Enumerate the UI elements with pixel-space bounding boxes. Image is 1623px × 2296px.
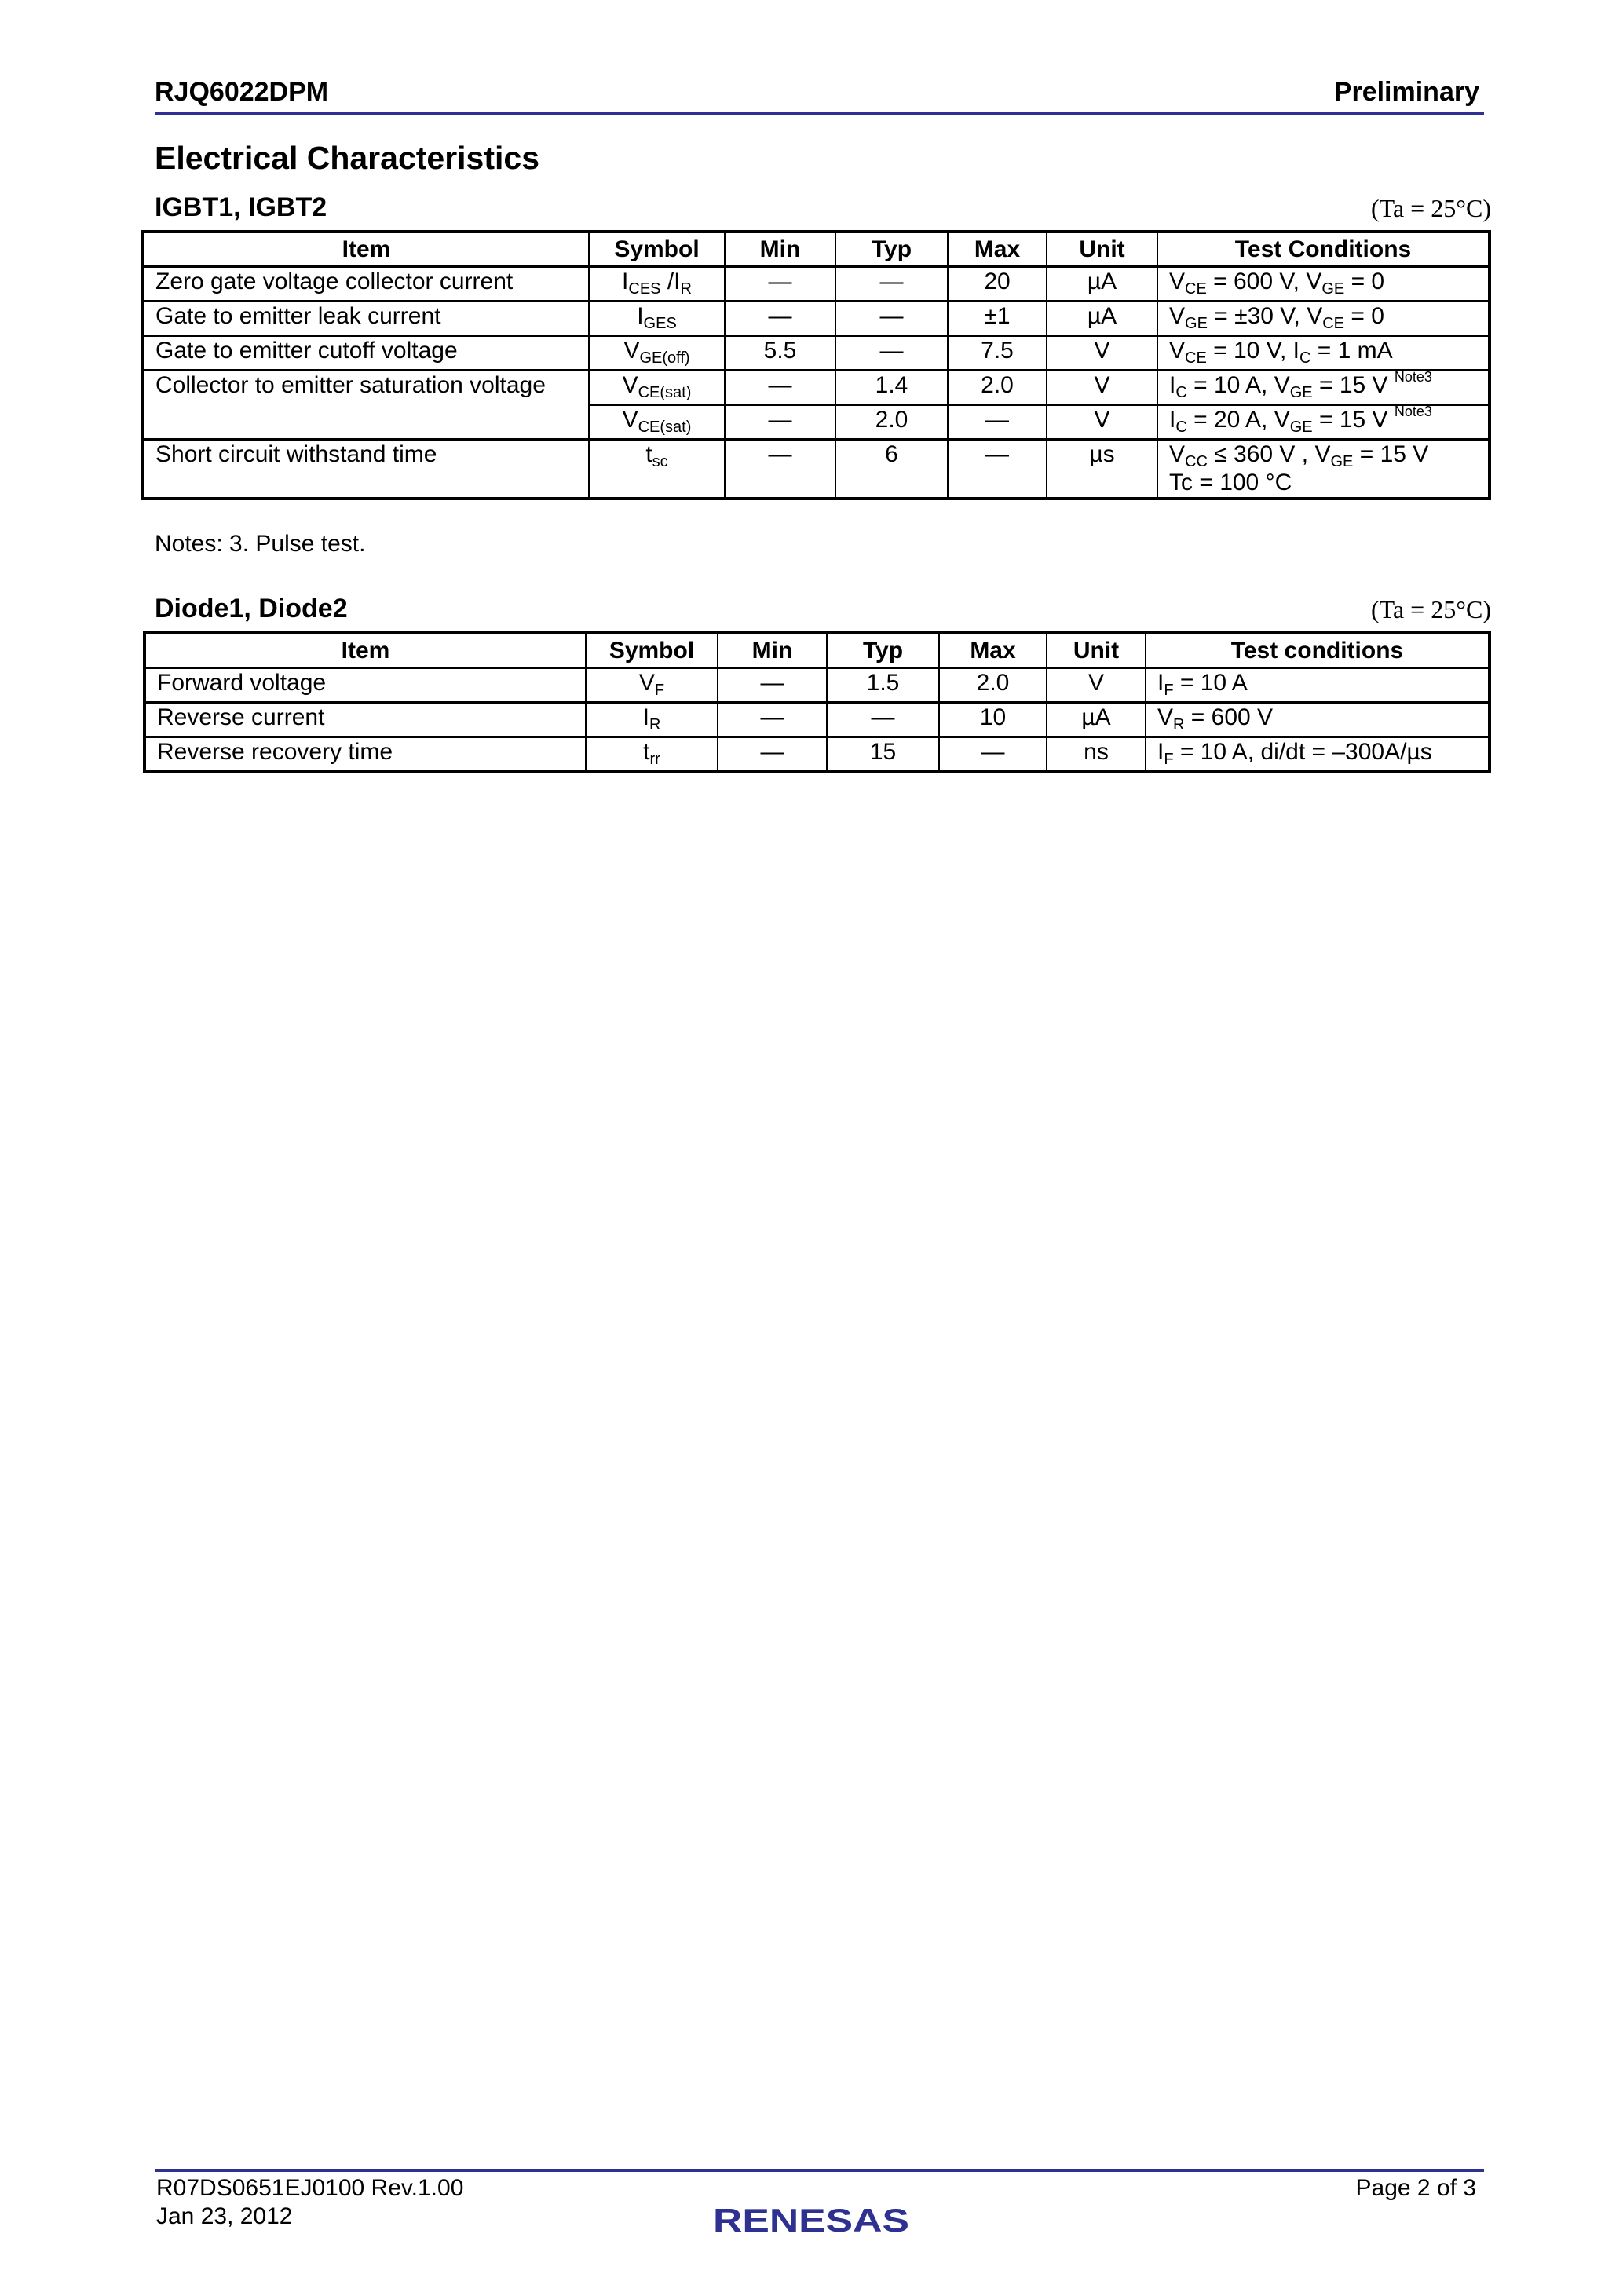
column-header: Typ xyxy=(835,232,948,267)
typ-cell: 15 xyxy=(827,737,939,773)
max-cell: 7.5 xyxy=(948,336,1047,371)
condition-cell xyxy=(1157,440,1490,499)
table-row xyxy=(143,267,1490,302)
typ-cell: 1.5 xyxy=(827,668,939,703)
text-segment: CE xyxy=(1185,349,1207,367)
text-segment: V xyxy=(638,670,655,696)
max-cell: 10 xyxy=(939,703,1047,737)
min-cell: — xyxy=(725,440,835,499)
text-segment: GE(off) xyxy=(639,349,690,367)
text-segment: = ±30 V, V xyxy=(1207,303,1323,329)
header-rule xyxy=(155,112,1484,115)
max-cell: — xyxy=(948,440,1047,499)
text-segment: CE xyxy=(1185,280,1207,298)
igbt-characteristics-table xyxy=(141,230,1491,500)
text-segment: V xyxy=(1169,441,1186,467)
condition-cell xyxy=(1146,668,1490,703)
typ-cell: 6 xyxy=(835,440,948,499)
text-segment: CE(sat) xyxy=(638,384,692,401)
symbol-cell xyxy=(589,440,725,499)
header-row xyxy=(144,633,1490,668)
unit-cell: V xyxy=(1047,336,1157,371)
min-cell: — xyxy=(718,737,827,773)
text-segment: sc xyxy=(652,453,668,470)
text-segment: I xyxy=(1157,670,1164,696)
symbol-cell xyxy=(586,703,718,737)
column-header: Typ xyxy=(827,633,939,668)
column-header: Symbol xyxy=(586,633,718,668)
unit-cell: V xyxy=(1047,668,1146,703)
column-header: Symbol xyxy=(589,232,725,267)
text-segment: t xyxy=(645,441,652,467)
text-segment: CE xyxy=(1322,315,1345,332)
text-segment: I xyxy=(642,704,649,730)
text-segment: ≤ 360 V , V xyxy=(1207,441,1331,467)
text-segment: = 20 A, V xyxy=(1186,407,1290,433)
unit-cell: V xyxy=(1047,405,1157,440)
column-header: Max xyxy=(939,633,1047,668)
item-cell: Forward voltage xyxy=(144,668,586,703)
max-cell: 20 xyxy=(948,267,1047,302)
table-row xyxy=(144,737,1490,773)
table-row xyxy=(143,336,1490,371)
text-segment: R xyxy=(649,716,661,733)
text-segment: V xyxy=(622,372,638,398)
column-header: Test Conditions xyxy=(1157,232,1490,267)
min-cell: 5.5 xyxy=(725,336,835,371)
text-segment: V xyxy=(623,338,640,364)
text-segment: = 10 V, I xyxy=(1206,338,1299,364)
text-segment: = 10 A, di/dt = –300A/µs xyxy=(1173,739,1432,765)
table-row xyxy=(144,703,1490,737)
item-cell: Reverse current xyxy=(144,703,586,737)
notes: Notes: 3. Pulse test. xyxy=(155,531,366,557)
column-header: Min xyxy=(725,232,835,267)
min-cell: — xyxy=(718,703,827,737)
text-segment: C xyxy=(1299,349,1311,367)
unit-cell: µA xyxy=(1047,302,1157,336)
text-segment: V xyxy=(1169,338,1186,364)
typ-cell: 2.0 xyxy=(835,405,948,440)
unit-cell: ns xyxy=(1047,737,1146,773)
date: Jan 23, 2012 xyxy=(156,2203,293,2229)
typ-cell: — xyxy=(827,703,939,737)
text-segment: CE(sat) xyxy=(638,419,692,436)
page-number: Page 2 of 3 xyxy=(1355,2175,1476,2201)
text-segment: V xyxy=(1169,303,1186,329)
unit-cell: µs xyxy=(1047,440,1157,499)
text-segment: F xyxy=(1164,751,1174,768)
svg-text:RENESAS: RENESAS xyxy=(713,2202,909,2239)
symbol-cell xyxy=(589,405,725,440)
text-segment: I xyxy=(622,269,629,294)
text-segment: GE xyxy=(1289,384,1313,401)
min-cell: — xyxy=(725,267,835,302)
text-segment: V xyxy=(1157,704,1174,730)
column-header: Item xyxy=(144,633,586,668)
diode-characteristics-table xyxy=(143,631,1491,773)
unit-cell: µA xyxy=(1047,267,1157,302)
item-cell: Zero gate voltage collector current xyxy=(143,267,589,302)
text-segment: F xyxy=(1164,682,1174,699)
item-cell: Gate to emitter cutoff voltage xyxy=(143,336,589,371)
max-cell: 2.0 xyxy=(948,371,1047,405)
column-header: Item xyxy=(143,232,589,267)
text-segment: I xyxy=(1157,739,1164,765)
unit-cell: µA xyxy=(1047,703,1146,737)
text-segment: = 600 V xyxy=(1184,704,1274,730)
typ-cell: — xyxy=(835,302,948,336)
text-segment: I xyxy=(1169,372,1176,398)
max-cell: 2.0 xyxy=(939,668,1047,703)
doc-number: R07DS0651EJ0100 Rev.1.00 xyxy=(156,2175,464,2201)
symbol-cell xyxy=(586,737,718,773)
diode-condition: (Ta = 25°C) xyxy=(1370,595,1491,623)
table-row xyxy=(143,371,1490,405)
text-segment: GE xyxy=(1330,453,1354,470)
item-cell: Collector to emitter saturation voltage xyxy=(143,371,589,440)
text-segment: = 0 xyxy=(1344,269,1385,294)
text-segment: Note3 xyxy=(1394,404,1432,419)
document-status: Preliminary xyxy=(1333,77,1479,107)
symbol-cell xyxy=(589,336,725,371)
text-segment: = 0 xyxy=(1344,303,1384,329)
text-segment: R xyxy=(680,280,692,298)
max-cell: — xyxy=(939,737,1047,773)
max-cell: ±1 xyxy=(948,302,1047,336)
item-cell: Short circuit withstand time xyxy=(143,440,589,499)
text-segment: = 10 A xyxy=(1173,670,1248,696)
min-cell: — xyxy=(725,405,835,440)
text-segment: I xyxy=(1169,407,1176,433)
text-segment: C xyxy=(1175,419,1187,436)
part-number: RJQ6022DPM xyxy=(155,77,329,107)
condition-cell xyxy=(1157,302,1490,336)
text-segment: = 10 A, V xyxy=(1186,372,1290,398)
diode-subtitle: Diode1, Diode2 xyxy=(155,594,348,623)
unit-cell: V xyxy=(1047,371,1157,405)
text-segment: GE xyxy=(1321,280,1345,298)
symbol-cell xyxy=(586,668,718,703)
condition-cell xyxy=(1157,405,1490,440)
text-segment: = 1 mA xyxy=(1310,338,1393,364)
text-segment: V xyxy=(1169,269,1186,294)
condition-cell xyxy=(1157,267,1490,302)
text-segment: CC xyxy=(1185,453,1208,470)
column-header: Unit xyxy=(1047,633,1146,668)
condition-cell xyxy=(1157,371,1490,405)
text-segment: R xyxy=(1173,716,1185,733)
column-header: Min xyxy=(718,633,827,668)
table-row xyxy=(144,668,1490,703)
min-cell: — xyxy=(725,302,835,336)
typ-cell: 1.4 xyxy=(835,371,948,405)
typ-cell: — xyxy=(835,336,948,371)
text-segment: V xyxy=(622,407,638,433)
text-segment: t xyxy=(643,739,650,765)
column-header: Unit xyxy=(1047,232,1157,267)
text-segment: GES xyxy=(643,315,677,332)
text-segment: = 15 V xyxy=(1312,372,1395,398)
text-segment: = 15 V xyxy=(1312,407,1395,433)
typ-cell: — xyxy=(835,267,948,302)
item-cell: Reverse recovery time xyxy=(144,737,586,773)
item-cell: Gate to emitter leak current xyxy=(143,302,589,336)
condition-cell xyxy=(1146,703,1490,737)
text-segment: C xyxy=(1175,384,1187,401)
condition-cell xyxy=(1157,336,1490,371)
column-header: Test conditions xyxy=(1146,633,1490,668)
table-row xyxy=(143,302,1490,336)
min-cell: — xyxy=(725,371,835,405)
text-segment: GE xyxy=(1185,315,1208,332)
text-segment: I xyxy=(637,303,644,329)
text-segment: = 15 V xyxy=(1353,441,1429,467)
text-segment: Note3 xyxy=(1394,369,1432,385)
condition-cell xyxy=(1146,737,1490,773)
footer-rule xyxy=(155,2169,1484,2172)
text-segment: /I xyxy=(660,269,681,294)
text-segment: Tc = 100 °C xyxy=(1169,470,1292,495)
text-segment: CES xyxy=(628,280,661,298)
column-header: Max xyxy=(948,232,1047,267)
igbt-subtitle: IGBT1, IGBT2 xyxy=(155,192,327,222)
table-row xyxy=(143,440,1490,499)
symbol-cell xyxy=(589,371,725,405)
text-segment: F xyxy=(654,682,665,699)
symbol-cell xyxy=(589,267,725,302)
igbt-condition: (Ta = 25°C) xyxy=(1370,194,1491,222)
text-segment: GE xyxy=(1289,419,1313,436)
renesas-logo xyxy=(713,2199,917,2243)
section-title: Electrical Characteristics xyxy=(155,140,539,176)
min-cell: — xyxy=(718,668,827,703)
header-row xyxy=(143,232,1490,267)
symbol-cell xyxy=(589,302,725,336)
max-cell: — xyxy=(948,405,1047,440)
text-segment: = 600 V, V xyxy=(1206,269,1322,294)
text-segment: rr xyxy=(649,751,660,768)
